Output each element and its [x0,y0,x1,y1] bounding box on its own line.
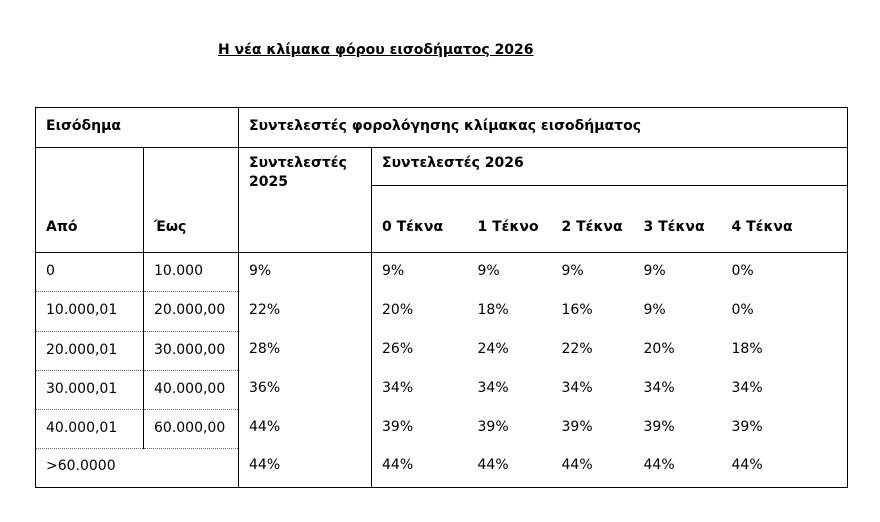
row-4-to: 60.000,00 [144,409,239,448]
children-header-3 [634,186,722,253]
row-2-rate-0: 26% [372,331,468,370]
row-5-rate-3: 44% [634,448,722,487]
row-0-rate-2: 9% [552,253,634,292]
row-1-rate-2025: 22% [239,292,372,331]
row-4-rate-4: 39% [722,409,848,448]
row-3-to: 40.000,00 [144,370,239,409]
row-0-rate-3: 9% [634,253,722,292]
row-0-rate-2025: 9% [239,253,372,292]
children-header-4: 4 Τέκνα [722,186,848,253]
row-3-rate-2: 34% [561,380,593,397]
row-0-to: 10.000 [144,253,239,292]
tax-scale-table [35,107,848,488]
rates-header: Συντελεστές φορολόγησης κλίμακας εισοδήματος [239,108,848,148]
row-3-rate-0: 34% [372,370,468,409]
row-0-rate-1: 9% [468,253,552,292]
row-1-rate-4: 0% [722,292,848,331]
row-4-rate-2025: 44% [239,409,372,448]
row-1-rate-2: 16% [561,301,593,318]
page-title: Η νέα κλίμακα φόρου εισοδήματος 2026 [218,42,534,58]
income-header: Εισόδημα [36,108,239,148]
row-2-rate-3: 20% [643,341,675,358]
row-1-rate-1: 18% [477,301,509,318]
row-2-rate-2025: 28% [239,331,372,370]
row-1-to: 20.000,00 [144,292,239,331]
rates-2025-header: Συντελεστές 2025 [239,148,372,253]
row-4-rate-1: 39% [477,419,509,436]
row-0-rate-0: 9% [372,253,468,292]
children-header-2: 2 Τέκνα [552,186,634,253]
row-0-rate-4: 0% [722,253,848,292]
row-1-rate-0: 20% [372,292,468,331]
from-header: Από [36,148,144,253]
row-4-rate-2: 39% [561,419,593,436]
row-3-rate-4: 34% [722,370,848,409]
row-2-rate-2: 22% [561,341,593,358]
row-2-rate-4: 18% [722,331,848,370]
row-0-from: 0 [36,253,144,292]
row-2-rate-1: 24% [477,341,509,358]
row-4-rate-0: 39% [372,409,468,448]
row-3-rate-2025: 36% [239,370,372,409]
row-3-from: 30.000,01 [36,370,144,409]
children-header-1: 1 Τέκνο [468,186,552,253]
row-5-rate-2: 44% [552,448,634,487]
row-5-rate-2025: 44% [239,448,372,487]
to-header: Έως [144,148,239,253]
row-3-rate-1: 34% [477,380,509,397]
row-2-to: 30.000,00 [144,331,239,370]
children-header-3-text: 3 Τέκνα [643,219,705,236]
children-header-0: 0 Τέκνα [372,186,468,253]
row-5-rate-0: 44% [372,448,468,487]
row-1-from: 10.000,01 [36,292,144,331]
row-1-rate-3: 9% [643,301,666,318]
row-4-rate-3: 39% [643,419,675,436]
row-4-from: 40.000,01 [36,409,144,448]
row-2-from: 20.000,01 [36,331,144,370]
row-3-rate-3: 34% [643,380,675,397]
row-5-from: >60.0000 [36,448,239,487]
row-5-rate-1: 44% [468,448,552,487]
row-5-rate-4: 44% [722,448,848,487]
rates-2026-header: Συντελεστές 2026 [372,148,848,186]
